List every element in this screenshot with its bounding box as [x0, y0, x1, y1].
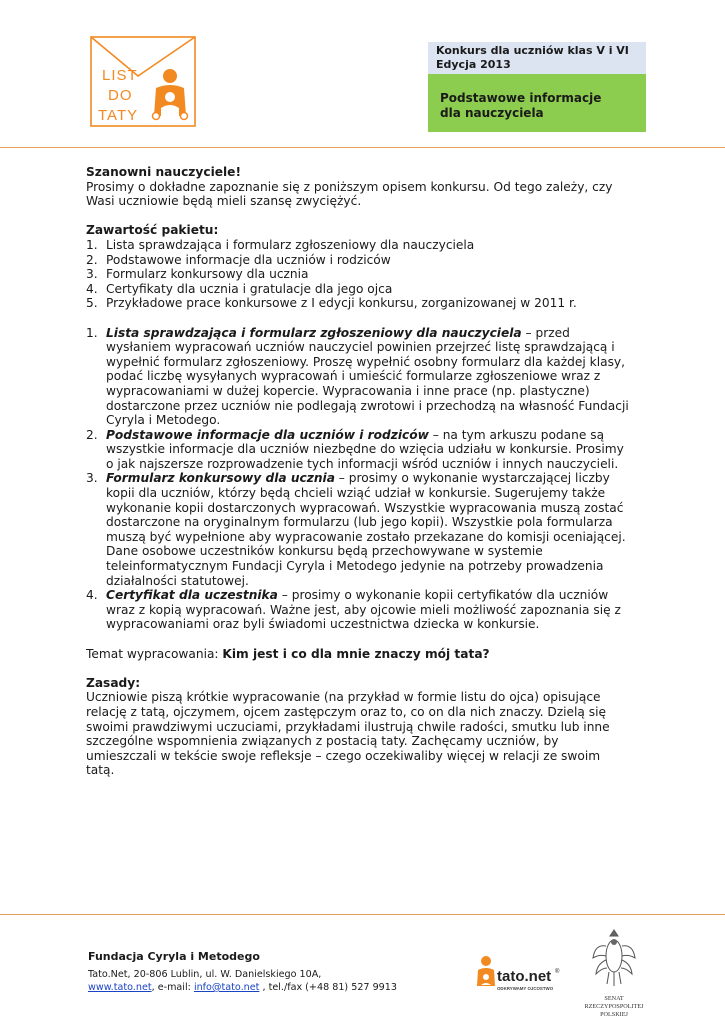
footer-address: Tato.Net, 20-806 Lublin, ul. W. Danielskiego 10A,	[88, 969, 322, 980]
detail-number: 1.	[86, 325, 98, 340]
footer-contact	[88, 981, 397, 994]
senat-label-line1: SENAT	[604, 995, 624, 1002]
footer-org-name: Fundacja Cyryla i Metodego	[88, 950, 260, 963]
detail-title: Certyfikat dla uczestnika	[106, 588, 278, 603]
list-item	[86, 296, 631, 311]
footer-divider	[0, 914, 725, 915]
intro-line2: Wasi uczniowie będą mieli szansę zwyciężyć.	[86, 194, 362, 209]
list-text: Podstawowe informacje dla uczniów i rodziców	[106, 252, 391, 267]
detail-body: – na tym arkuszu podane są wszystkie informacje dla uczniów niezbędne do wzięcia udziału w konkursie. Prosimy o jak najszersze rozprowadzenie tych informacji wśród uczniów i innych nauczycieli.	[106, 427, 624, 471]
greeting: Szanowni nauczyciele!	[86, 165, 242, 179]
doc-subtitle-line2: dla nauczyciela	[440, 106, 544, 120]
detail-title: Lista sprawdzająca i formularz zgłoszeniowy dla nauczyciela	[106, 325, 522, 340]
detail-item	[86, 428, 631, 472]
phone-text: , tel./fax (+48 81) 527 9913	[262, 982, 397, 993]
list-number: 3.	[86, 267, 98, 282]
logo-text-list: LIST	[102, 67, 138, 84]
detail-body: – prosimy o wykonanie wystarczającej liczby kopii dla uczniów, którzy będą chcieli wziąć udział w konkursie. Sugerujemy także wykonanie kopii dostarczonych wypracowań. Wszystkie wypracowania muszą zostać dostarczone na oryginalnym formularzu (lub jego kopii). Wszystkie pola formularza muszą być wypełnione aby wypracowanie zostało przekazane do komisji oceniającej. Dane osobowe uczestników konkursu będą przechowywane w systemie teleinformatycznym Fundacji Cyryla i Metodego jedynie na potrzeby prowadzenia działalności statutowej.	[106, 471, 626, 588]
list-number: 5.	[86, 296, 98, 311]
list-item	[86, 253, 631, 268]
list-item	[86, 267, 631, 282]
detail-title: Formularz konkursowy dla ucznia	[106, 471, 335, 486]
senat-label-line3: POLSKIEJ	[600, 1011, 628, 1018]
detail-number: 4.	[86, 588, 98, 603]
rules-heading: Zasady:	[86, 675, 141, 690]
senat-label-line2: RZECZYPOSPOLITEJ	[584, 1003, 644, 1010]
tatonet-tagline: ODKRYWAMY OJCOSTWO	[497, 986, 554, 991]
logo-text-do: DO	[108, 87, 133, 104]
website-link[interactable]: www.tato.net	[88, 982, 152, 993]
doc-subtitle-line1: Podstawowe informacje	[440, 91, 602, 105]
detail-body: – przed wysłaniem wypracowań uczniów nauczyciel powinien przejrzeć listę sprawdzającą i wypełnić formularz zgłoszeniowy. Proszę wypełnić osobny formularz dla każdej klasy, podać liczbę wysyłanych wypracowań i umieścić formularze zgłoszeniowe wraz z wypracowaniami w dużej kopercie. Wypracowania i inne prace (np. plastyczne) dostarczone przez uczniów nie podlegają zwrotowi i przechodzą na własność Fundacji Cyryla i Metodego.	[106, 325, 629, 428]
tatonet-logo	[476, 952, 576, 998]
intro-line1: Prosimy o dokładne zapoznanie się z poniższym opisem konkursu. Od tego zależy, czy	[86, 179, 613, 194]
detail-item	[86, 471, 631, 588]
header-divider	[0, 147, 725, 148]
list-number: 4.	[86, 281, 98, 296]
tatonet-registered: ®	[555, 969, 560, 975]
list-text: Formularz konkursowy dla ucznia	[106, 267, 309, 282]
email-label: , e-mail:	[151, 982, 191, 993]
topic-line	[86, 647, 631, 662]
contents-heading: Zawartość pakietu:	[86, 223, 219, 238]
list-do-taty-logo	[90, 36, 196, 127]
edition-label: Edycja 2013	[436, 58, 511, 71]
detail-title: Podstawowe informacje dla uczniów i rodziców	[106, 427, 429, 442]
detail-item	[86, 588, 631, 632]
list-item	[86, 282, 631, 297]
detail-item	[86, 326, 631, 428]
logo-text-taty: TATY	[98, 107, 139, 124]
list-number: 2.	[86, 252, 98, 267]
contest-title: Konkurs dla uczniów klas V i VI	[436, 44, 629, 57]
list-text: Lista sprawdzająca i formularz zgłoszeniowy dla nauczyciela	[106, 237, 475, 252]
tatonet-wordmark: tato.net	[497, 968, 552, 985]
detail-body: – prosimy o wykonanie kopii certyfikatów dla uczniów wraz z kopią wypracowań. Ważne jest, aby ojcowie mieli możliwość zapoznania się z wypracowaniami oraz byli świadomi uczestnictwa dziecka w konkursie.	[106, 588, 621, 632]
rules-text: Uczniowie piszą krótkie wypracowanie (na przykład w formie listu do ojca) opisujące relację z tatą, ojczymem, ojcem zastępczym oraz to, co on dla nich znaczy. Dzielą się swoimi prawdziwymi uczuciami, przykładami ilustrują chwile radości, smutku lub inne szczególne wspomnienia związanych z postacią taty. Zachęcamy uczniów, by umieszczali w tekście swoje refleksje – czego oczekiwaliby więcej w relacji ze swoim tatą.	[86, 690, 610, 778]
list-text: Certyfikaty dla ucznia i gratulacje dla jego ojca	[106, 281, 393, 296]
detail-number: 2.	[86, 427, 98, 442]
list-number: 1.	[86, 237, 98, 252]
list-text: Przykładowe prace konkursowe z I edycji konkursu, zorganizowanej w 2011 r.	[106, 296, 577, 311]
senat-emblem	[584, 924, 644, 1022]
detail-number: 3.	[86, 471, 98, 486]
email-link[interactable]: info@tato.net	[193, 982, 260, 993]
document-body	[86, 165, 631, 778]
topic-value: Kim jest i co dla mnie znaczy mój tata?	[222, 646, 490, 661]
list-item	[86, 238, 631, 253]
topic-label: Temat wypracowania:	[86, 646, 219, 661]
